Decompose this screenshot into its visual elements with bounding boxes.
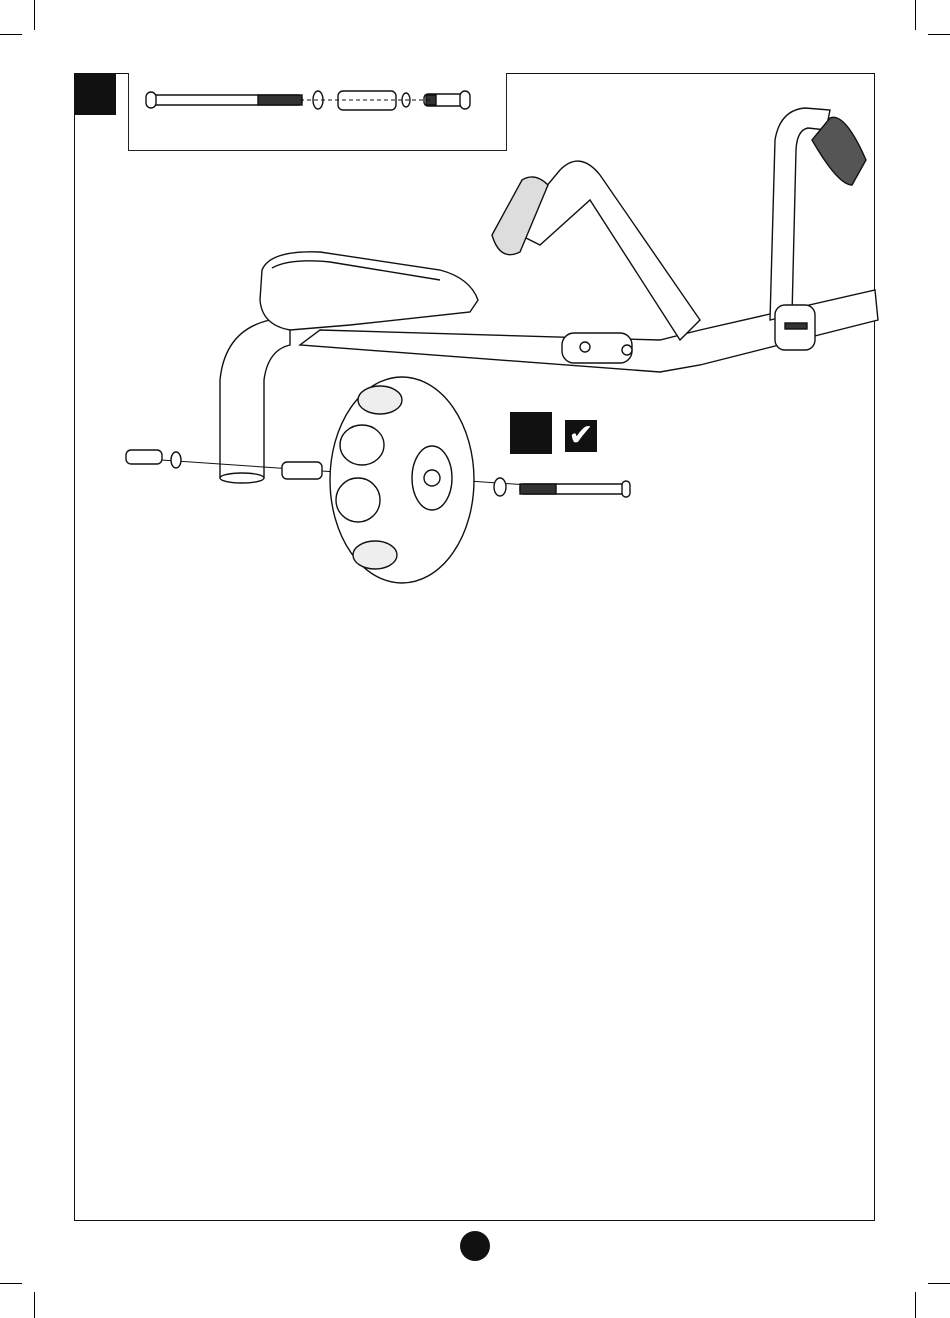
left-cap-nut [126,450,162,464]
callout-cap-nut [424,91,470,109]
tube-bracket [562,333,632,363]
page-marker [460,1231,490,1261]
callout-bolt [146,92,302,108]
left-spacer [282,462,322,479]
check-mark-icon: ✔ [565,420,597,452]
seat [260,252,478,330]
right-washer [494,478,506,496]
rear-down-tube [220,318,290,481]
left-washer [171,452,181,468]
tool-marker [510,412,552,454]
